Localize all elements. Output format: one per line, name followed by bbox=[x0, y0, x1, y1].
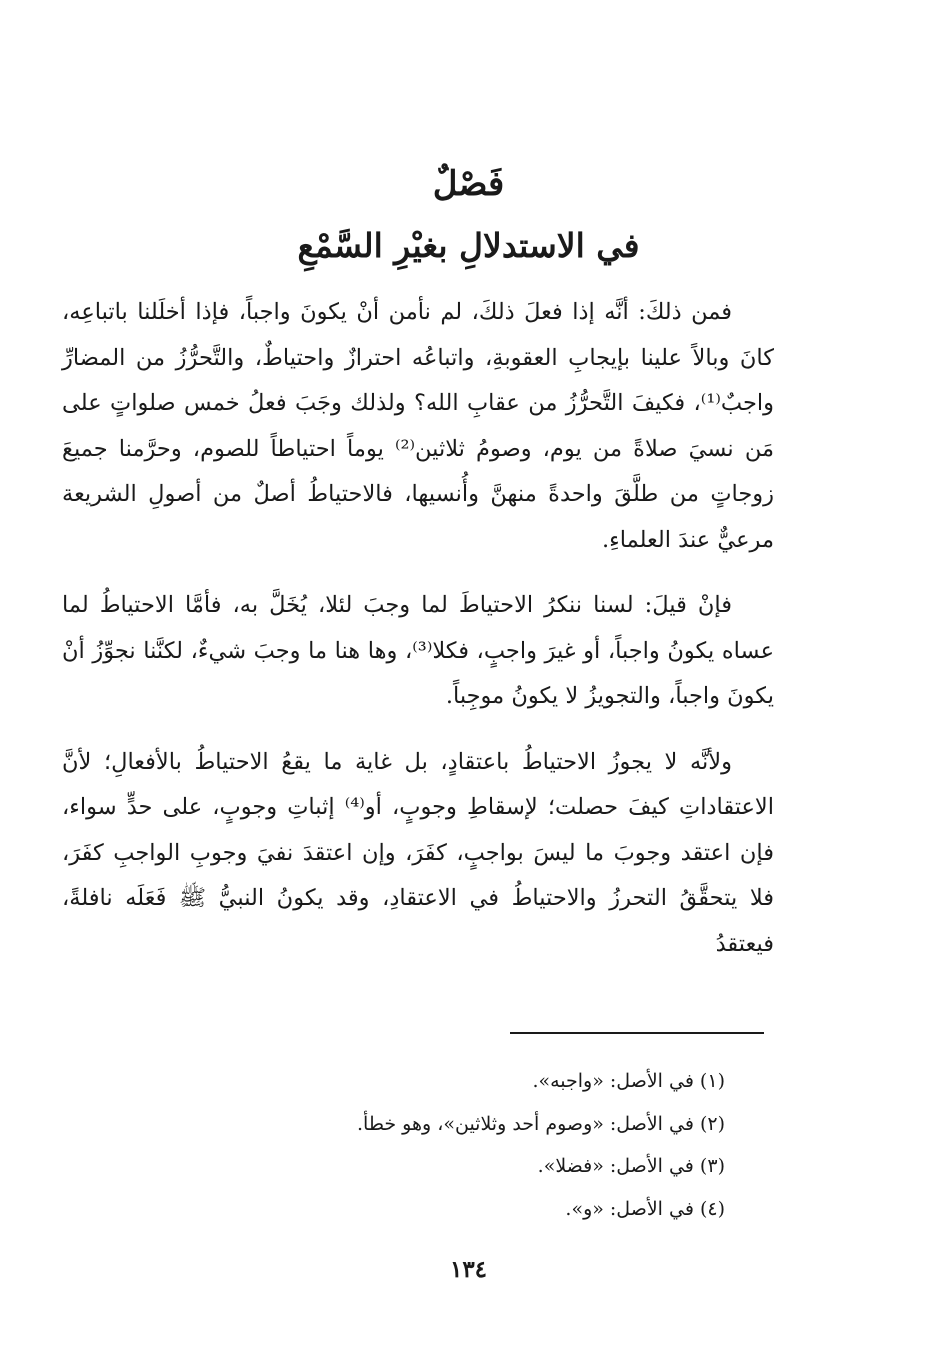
paragraph-2: فإنْ قيلَ: لسنا ننكرُ الاحتياطَ لما وجبَ لئلا، يُخَلَّ به، فأمَّا الاحتياطُ لما عساه يكونُ واجباً، أو غيرَ واجبٍ، فكلا⁽³⁾، وها هنا ما وجبَ شيءٌ، لكنَّنا نجوِّزُ أنْ يكونَ واجباً، والتجويزُ لا يكونُ موجِباً. bbox=[62, 592, 774, 709]
section-heading: فَصْلٌ bbox=[432, 164, 505, 204]
paragraph-3: ولأنَّه لا يجوزُ الاحتياطُ باعتقادٍ، بل غاية ما يقعُ الاحتياطُ بالأفعالِ؛ لأنَّ الاعتقاداتِ كيفَ حصلت؛ لإسقاطِ وجوبٍ، أو⁽⁴⁾ إثباتِ وجوبٍ، على حدٍّ سواء، فإن اعتقد وجوبَ ما ليسَ بواجبٍ، كفَرَ، وإن اعتقدَ نفيَ وجوبِ الواجبِ كفَرَ، فلا يتحقَّقُ التحرزُ والاحتياطُ في الاعتقادِ، وقد يكونُ النبيُّ ﷺ فَعَلَه نافلةً، فيعتقدُ bbox=[62, 748, 775, 957]
footnotes bbox=[165, 1060, 725, 1230]
footnote-1: (١) في الأصل: «واجبه». bbox=[532, 1070, 725, 1092]
paragraph-1: فمن ذلكَ: أنَّه إذا فعلَ ذلكَ، لم نأمن أنْ يكونَ واجباً، فإذا أخلَلنا باتباعِه، كانَ وبالاً علينا بإيجابِ العقوبةِ، واتباعُه احترازٌ واحتياطٌ، والتَّحرُّزُ من المضارِّ واجبٌ⁽¹⁾، فكيفَ التَّحرُّزُ من عقابِ الله؟ ولذلك وجَبَ فعلُ خمس صلواتٍ على مَن نسيَ صلاةً من يوم، وصومُ ثلاثين⁽²⁾ يوماً احتياطاً للصوم، وحرَّمنا جميعَ زوجاتٍ من طلَّقَ واحدةً منهنَّ وأُنسيها، فالاحتياطُ أصلٌ من أصولِ الشريعة مرعيٌّ عندَ العلماءِ. bbox=[62, 299, 774, 553]
main-text bbox=[62, 290, 774, 987]
footnote-3: (٣) في الأصل: «فضلا». bbox=[537, 1155, 725, 1177]
section-title: في الاستدلالِ بغيْرِ السَّمْعِ bbox=[297, 226, 640, 265]
footnote-divider bbox=[510, 1032, 764, 1034]
page-number: ١٣٤ bbox=[449, 1256, 488, 1283]
footnote-4: (٤) في الأصل: «و». bbox=[565, 1197, 725, 1220]
footnote-2: (٢) في الأصل: «وصوم أحد وثلاثين»، وهو خطأ. bbox=[356, 1112, 725, 1135]
